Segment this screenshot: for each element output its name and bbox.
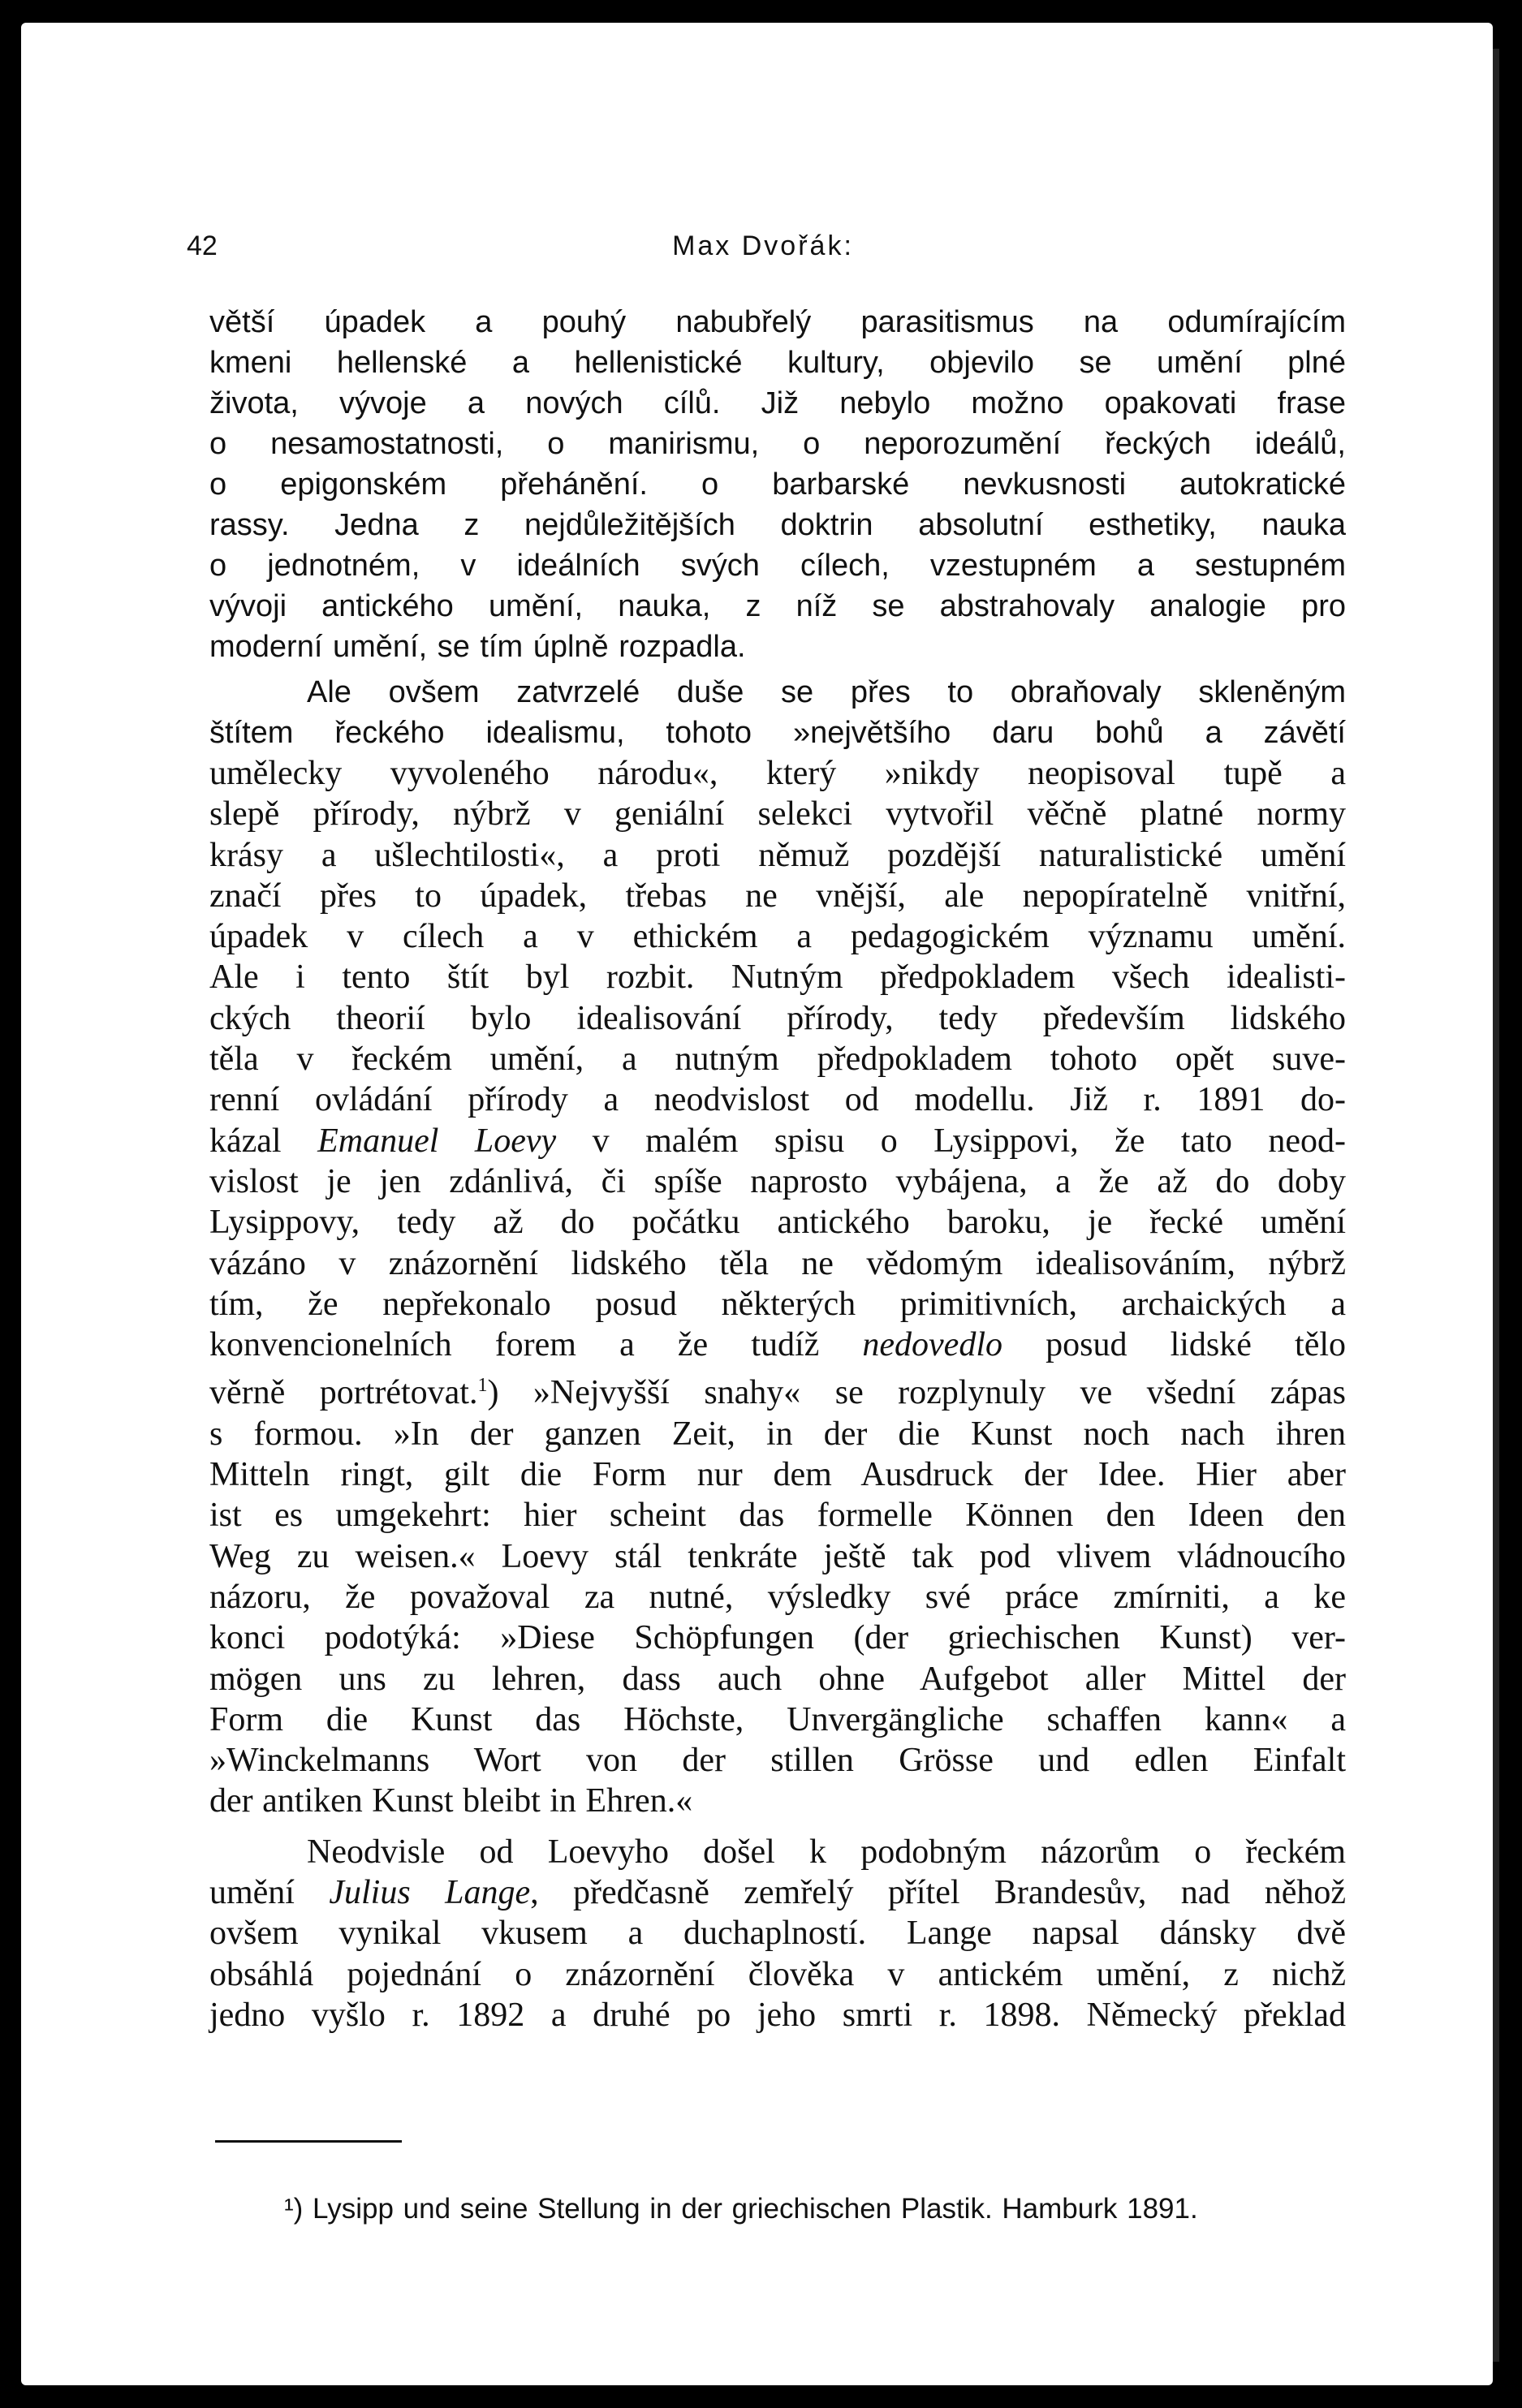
text-line: Neodvisle od Loevyho došel k podobným názorům o řeckém bbox=[307, 1833, 1346, 1871]
text-line: Form die Kunst das Höchste, Unvergängliche schaffen kann« a bbox=[209, 1700, 1346, 1738]
text-line: Mitteln ringt, gilt die Form nur dem Ausdruck der Idee. Hier aber bbox=[209, 1456, 1346, 1494]
footnote-text: Lysipp und seine Stellung in der griechischen Plastik. Hamburk 1891. bbox=[313, 2193, 1198, 2225]
main-text bbox=[209, 302, 1346, 2035]
text-line: o jednotném, v ideálních svých cílech, vzestupném a sestupném bbox=[209, 549, 1346, 583]
text-run: ) »Nejvyšší snahy« se rozplynuly ve všední zápas bbox=[487, 1374, 1346, 1412]
text-run: konvencionelních forem a že tudíž bbox=[209, 1326, 863, 1364]
running-title: Max Dvořák: bbox=[672, 230, 854, 261]
text-line: obsáhlá pojednání o znázornění člověka v antickém umění, z nichž bbox=[209, 1955, 1346, 1993]
emphasis: nedovedlo bbox=[862, 1326, 1002, 1364]
text-line: s formou. »In der ganzen Zeit, in der die Kunst noch nach ihren bbox=[209, 1415, 1346, 1453]
text-line: větší úpadek a pouhý nabubřelý parasitismus na odumírajícím bbox=[209, 305, 1346, 339]
text-line: jedno vyšlo r. 1892 a druhé po jeho smrti r. 1898. Německý překlad bbox=[209, 1996, 1346, 2034]
text-line: o epigonském přehánění. o barbarské nevkusnosti autokratické bbox=[209, 467, 1346, 502]
text-line: Weg zu weisen.« Loevy stál tenkráte ještě tak pod vlivem vládnoucího bbox=[209, 1537, 1346, 1575]
text-line: der antiken Kunst bleibt in Ehren.« bbox=[209, 1782, 693, 1820]
text-line: Ale i tento štít byl rozbit. Nutným předpokladem všech idealisti- bbox=[209, 958, 1346, 997]
text-line: značí přes to úpadek, třebas ne vnější, ale nepopíratelně vnitřní, bbox=[209, 877, 1346, 915]
text-line: konci podotýká: »Diese Schöpfungen (der griechischen Kunst) ver- bbox=[209, 1619, 1346, 1657]
running-head bbox=[187, 230, 1339, 266]
text-line: o nesamostatnosti, o manirismu, o neporozumění řeckých ideálů, bbox=[209, 427, 1346, 461]
text-line bbox=[209, 1872, 1346, 1913]
text-line: kmeni hellenské a hellenistické kultury, objevilo se umění plné bbox=[209, 346, 1346, 380]
text-line: mögen uns zu lehren, dass auch ohne Aufgebot aller Mittel der bbox=[209, 1660, 1346, 1698]
text-line: renní ovládání přírody a neodvislost od modellu. Již r. 1891 do- bbox=[209, 1081, 1346, 1119]
text-line bbox=[209, 1365, 1346, 1413]
text-line: těla v řeckém umění, a nutným předpokladem tohoto opět suve- bbox=[209, 1040, 1346, 1079]
text-line: tím, že nepřekonalo posud některých primitivních, archaických a bbox=[209, 1285, 1346, 1323]
text-line: krásy a ušlechtilosti«, a proti němuž pozdější naturalistické umění bbox=[209, 836, 1346, 874]
text-line bbox=[209, 1121, 1346, 1161]
paragraph-3 bbox=[209, 1832, 1346, 2035]
text-run: v malém spisu o Lysippovi, že tato neod- bbox=[556, 1122, 1347, 1160]
footnote-marker: ¹) bbox=[284, 2193, 304, 2225]
footnote bbox=[284, 2191, 1339, 2227]
text-line: rassy. Jedna z nejdůležitějších doktrin absolutní esthetiky, nauka bbox=[209, 508, 1346, 542]
text-line: ist es umgekehrt: hier scheint das formelle Können den Ideen den bbox=[209, 1497, 1346, 1535]
author-name: Emanuel Loevy bbox=[317, 1122, 557, 1160]
text-run: , předčasně zemřelý přítel Brandesův, nad něhož bbox=[530, 1874, 1347, 1912]
text-line: života, vývoje a nových cílů. Již nebylo možno opakovati frase bbox=[209, 386, 1346, 420]
text-line: slepě přírody, nýbrž v geniální selekci vytvořil věčně platné normy bbox=[209, 795, 1346, 834]
page-edge-shadow bbox=[1493, 49, 1499, 2362]
text-line: úpadek v cílech a v ethickém a pedagogickém významu umění. bbox=[209, 918, 1346, 956]
author-name: Julius Lange bbox=[329, 1874, 531, 1912]
footnote-rule bbox=[215, 2140, 402, 2143]
text-line: štítem řeckého idealismu, tohoto »největšího daru bohů a závětí bbox=[209, 716, 1346, 750]
footnote-ref[interactable]: 1 bbox=[477, 1375, 488, 1397]
text-line: Ale ovšem zatvrzelé duše se přes to obraňovaly skleněným bbox=[307, 675, 1346, 709]
text-line: ovšem vynikal vkusem a duchaplností. Lange napsal dánsky dvě bbox=[209, 1915, 1346, 1953]
page-number: 42 bbox=[187, 230, 218, 261]
text-line: umělecky vyvoleného národu«, který »nikdy neopisoval tupě a bbox=[209, 755, 1346, 792]
paragraph-1 bbox=[209, 302, 1346, 667]
text-line: ckých theorií bylo idealisování přírody, tedy především lidského bbox=[209, 999, 1346, 1037]
text-line: moderní umění, se tím úplně rozpadla. bbox=[209, 630, 746, 664]
text-run: posud lidské tělo bbox=[1002, 1326, 1347, 1364]
paragraph-2 bbox=[209, 753, 1346, 1822]
text-line: vislost je jen zdánlivá, či spíše naprosto vybájena, a že až do doby bbox=[209, 1162, 1346, 1200]
text-line: »Winckelmanns Wort von der stillen Grösse und edlen Einfalt bbox=[209, 1742, 1346, 1780]
paragraph-2-sans bbox=[209, 672, 1346, 753]
text-run: kázal bbox=[209, 1122, 318, 1160]
text-line: názoru, že považoval za nutné, výsledky své práce zmírniti, a ke bbox=[209, 1578, 1346, 1616]
text-line: Lysippovy, tedy až do počátku antického baroku, je řecké umění bbox=[209, 1204, 1346, 1242]
text-line: vázáno v znázornění lidského těla ne vědomým idealisováním, nýbrž bbox=[209, 1244, 1346, 1282]
text-run: umění bbox=[209, 1874, 330, 1912]
text-line bbox=[209, 1325, 1346, 1365]
text-line: vývoji antického umění, nauka, z níž se abstrahovaly analogie pro bbox=[209, 589, 1346, 623]
text-run: věrně portrétovat. bbox=[209, 1374, 478, 1412]
